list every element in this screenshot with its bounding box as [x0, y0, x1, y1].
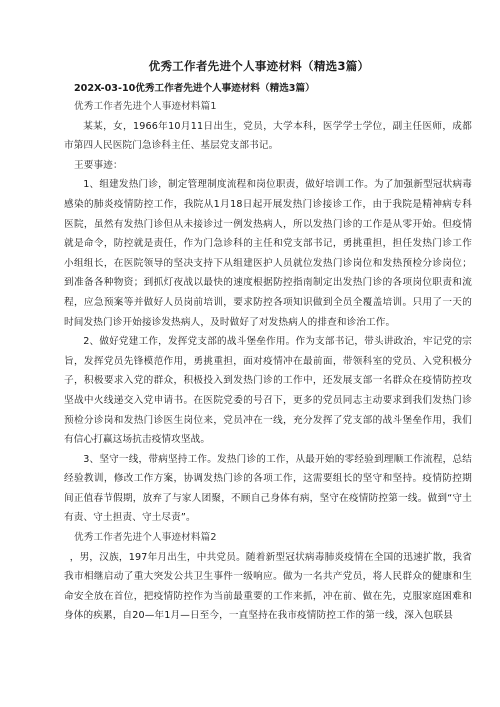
section1-heading: 优秀工作者先进个人事迹材料篇1 [74, 101, 217, 112]
document-title: 优秀工作者先进个人事迹材料（精选3篇） [148, 59, 370, 73]
section2-intro: ，男，汉族，197年月出生，中共党员。随着新型冠状病毒肺炎疫情在全国的迅速扩散，我省我市相继启动了重大突发公共卫生事件一级响应。做为一名共产党员，将人民群众的健康和生命安全放在首位，把疫情防控作为当前最重要的工作来抓，冲在前、做在先，克服家庭困难和身体的疾累，自20—年1月—日至今，一直坚持在我市疫情防控工作的第一线，深入包联县 [64, 551, 472, 622]
section2-heading: 优秀工作者先进个人事迹材料篇2 [74, 532, 217, 544]
section1-item-2: 2、做好党建工作，发挥党支部的战斗堡垒作用。作为支部书记，带头讲政治，牢记党的宗旨，发挥党员先锋模范作用，勇挑重担，面对疫情冲在最前面，带领科室的党员、入党积极分子，积极要求入党的群众，积极投入到发热门诊的工作中，还发展支部一名群众在疫情防控攻坚战中火线递交入党申请书。在医院党委的号召下，更多的党员同志主动要求到我们发热门诊预检分诊岗和发热门诊医生岗位来，党员冲在一线，充分发挥了党支部的战斗堡垒作用，我们有信心打赢这场抗击疫情攻坚战。 [64, 336, 472, 446]
section1-subheading: 王要事迹： [74, 159, 123, 171]
section1-intro: 某某，女，1966年10月11日出生，党员，大学本科，医学学士学位，副主任医师，成都市第四人民医院门急诊科主任、基层党支部书记。 [64, 120, 472, 152]
dateline: 202X-03-10优秀工作者先进个人事迹材料（精选3篇） [74, 83, 315, 94]
section1-item-3: 3、坚守一线，带病坚持工作。发热门诊的工作，从最开始的零经验到理顺工作流程，总结经验教训，修改工作方案，协调发热门诊的各项工作，这需要组长的坚守和坚持。疫情防控期间正值春节假期，放弃了与家人团聚，不顾自己身体有病，坚守在疫情防控第一线。做到“守土有责、守土担责、守土尽责”。 [64, 453, 472, 524]
section1-item-1: 1、组建发热门诊，制定管理制度流程和岗位职责，做好培训工作。为了加强新型冠状病毒感染的肺炎疫情防控工作，我院从1月18日起开展发热门诊接诊工作，由于我院是精神病专科医院，虽然有发热门诊但从未接诊过一例发热病人，所以发热门诊的工作是从零开始。但疫情就是命令，防控就是责任，作为门急诊科的主任和党支部书记，勇挑重担，担任发热门诊工作小组组长，在医院领导的坚决支持下从组建医护人员就位发热门诊岗位和发热预检分诊岗位；到准备各种物资；到抓灯夜战以最快的速度根据防控指南制定出发热门诊的各项岗位职责和流程，应急预案等并做好人员岗前培训，要求防控各项知识做到全员全覆盖培训。只用了一天的时间发热门诊开始接诊发热病人，及时做好了对发热病人的排查和诊治工作。 [64, 179, 472, 328]
